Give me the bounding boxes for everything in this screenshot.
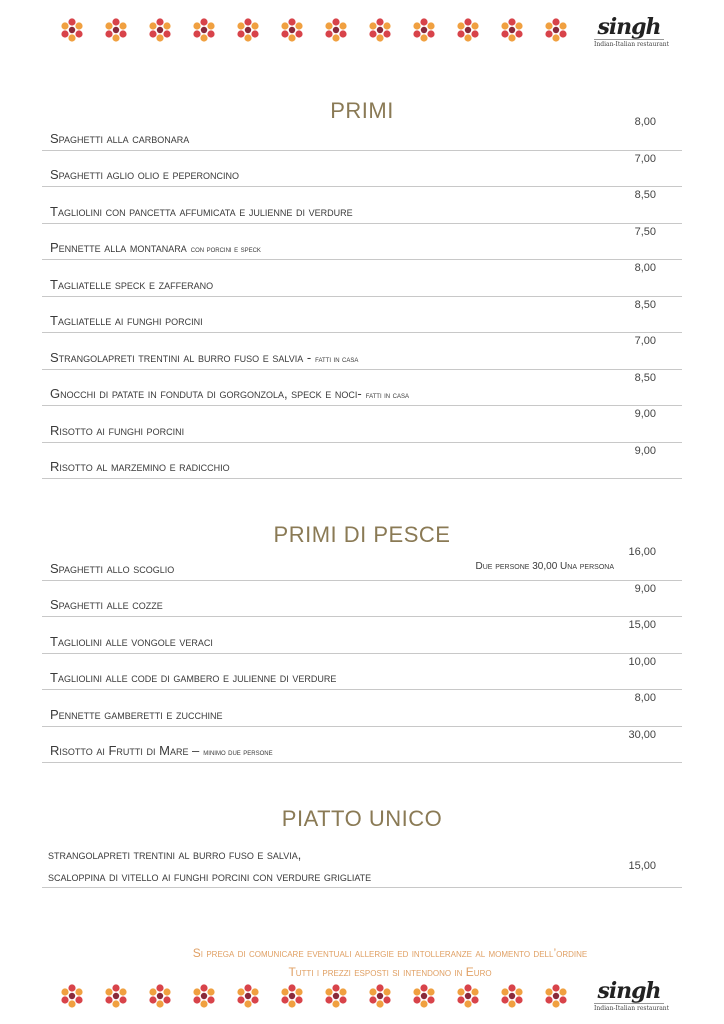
- flower-ornament-icon: [412, 18, 436, 42]
- item-price: 30,00: [628, 728, 656, 741]
- item-name: [50, 423, 184, 438]
- flower-ornament-icon: [456, 984, 480, 1008]
- flower-ornament-icon: [324, 984, 348, 1008]
- item-price: 7,00: [634, 335, 656, 347]
- item-price: 8,00: [634, 262, 656, 274]
- flower-ornament-icon: [280, 984, 304, 1008]
- menu-item: [42, 406, 682, 443]
- item-name: [50, 313, 203, 328]
- flower-ornament-icon: [236, 984, 260, 1008]
- piatto-unico-line-1: strangolapreti trentini al burro fuso e salvia,: [48, 848, 302, 862]
- bottom-ornament-row: [60, 984, 580, 1014]
- item-name-text: Pennette alla montanara: [50, 240, 187, 255]
- menu-item: [42, 187, 682, 224]
- item-name: [50, 386, 409, 401]
- item-name: [50, 240, 261, 255]
- item-price: 8,00: [634, 692, 656, 704]
- item-price: 9,00: [634, 444, 656, 457]
- brand-name: singh: [597, 14, 661, 40]
- item-name: [50, 561, 174, 576]
- item-price: 8,00: [634, 116, 656, 128]
- item-name: [50, 277, 213, 292]
- flower-ornament-icon: [148, 984, 172, 1008]
- footer-allergy-note: Si prega di comunicare eventuali allergie ed intolleranze al momento dell’ordine: [192, 946, 588, 960]
- menu-item: [42, 114, 682, 151]
- menu-item: [42, 654, 682, 691]
- footer-euro-note: Tutti i prezzi esposti si intendono in Euro: [288, 965, 492, 979]
- flower-ornament-icon: [544, 18, 568, 42]
- flower-ornament-icon: [60, 18, 84, 42]
- menu-item: [42, 260, 682, 297]
- item-name-text: Risotto ai funghi porcini: [50, 422, 185, 438]
- item-note: minimo due persone: [203, 747, 273, 757]
- menu-item: [42, 581, 682, 618]
- item-price: 8,50: [634, 189, 656, 201]
- item-price: 16,00: [628, 546, 656, 558]
- item-name-text: Spaghetti alla carbonara: [50, 130, 190, 146]
- item-name: [50, 459, 230, 474]
- piatto-unico-item: [42, 832, 682, 888]
- item-price: 9,00: [634, 582, 656, 595]
- item-price: 9,00: [634, 408, 656, 420]
- item-name-text: Tagliolini alle code di gambero e julienne di verdure: [50, 670, 337, 685]
- item-price: 7,00: [634, 152, 656, 165]
- section-title-primi: PRIMI: [330, 98, 394, 123]
- item-name: [50, 634, 213, 649]
- menu-item: [42, 370, 682, 407]
- flower-ornament-icon: [60, 984, 84, 1008]
- primi-di-pesce-list: [42, 544, 682, 763]
- item-name: [50, 670, 336, 685]
- item-price: 10,00: [628, 655, 656, 668]
- menu-item: [42, 443, 682, 480]
- flower-ornament-icon: [148, 18, 172, 42]
- item-name-text: Spaghetti allo scoglio: [50, 560, 175, 576]
- flower-ornament-icon: [104, 984, 128, 1008]
- item-name-text: Gnocchi di patate in fonduta di gorgonzola, speck e noci-: [50, 386, 362, 401]
- menu-item: [42, 617, 682, 654]
- flower-ornament-icon: [280, 18, 304, 42]
- item-note: fatti in casa: [365, 390, 409, 400]
- flower-ornament-icon: [324, 18, 348, 42]
- brand-subtitle: Indian-Italian restaurant: [594, 1005, 670, 1012]
- item-price: 8,50: [634, 298, 656, 311]
- menu-item: [42, 224, 682, 261]
- flower-ornament-icon: [412, 984, 436, 1008]
- item-note: con porcini e speck: [190, 244, 261, 254]
- item-name-text: Strangolapreti trentini al burro fuso e salvia -: [50, 349, 312, 365]
- item-name: [50, 707, 223, 722]
- item-name: [50, 131, 189, 146]
- item-price: 7,50: [634, 225, 656, 238]
- flower-ornament-icon: [544, 984, 568, 1008]
- item-name-text: Spaghetti aglio olio e peperoncino: [50, 167, 239, 182]
- menu-item: [42, 544, 682, 581]
- item-price: 15,00: [628, 619, 656, 631]
- section-title-piatto-unico: PIATTO UNICO: [281, 806, 443, 831]
- section-title-primi-di-pesce: PRIMI DI PESCE: [273, 522, 451, 547]
- item-name: [50, 350, 358, 365]
- item-name-text: Risotto ai Frutti di Mare –: [50, 743, 200, 758]
- primi-list: [42, 114, 682, 479]
- item-name-text: Spaghetti alle cozze: [50, 597, 163, 612]
- menu-item: [42, 727, 682, 764]
- item-name: [50, 204, 353, 219]
- brand-logo-bottom: [594, 978, 670, 1012]
- item-name-text: Tagliolini con pancetta affumicata e julienne di verdure: [50, 203, 353, 219]
- flower-ornament-icon: [192, 18, 216, 42]
- menu-item: [42, 297, 682, 334]
- flower-ornament-icon: [236, 18, 260, 42]
- item-name-text: Tagliolini alle vongole veraci: [50, 633, 213, 649]
- item-name-text: Tagliatelle speck e zafferano: [50, 276, 214, 292]
- brand-subtitle: Indian-Italian restaurant: [594, 41, 670, 48]
- flower-ornament-icon: [500, 984, 524, 1008]
- item-note: fatti in casa: [315, 353, 359, 364]
- flower-ornament-icon: [368, 18, 392, 42]
- top-ornament-row: [60, 18, 580, 48]
- item-name-text: Risotto al marzemino e radicchio: [50, 459, 230, 474]
- item-price: 8,50: [634, 371, 656, 384]
- flower-ornament-icon: [456, 18, 480, 42]
- item-name: [50, 597, 163, 612]
- item-name: [50, 167, 239, 182]
- flower-ornament-icon: [104, 18, 128, 42]
- item-name-text: Pennette gamberetti e zucchine: [50, 706, 223, 722]
- item-portion-note: Due persone 30,00 Una persona: [475, 560, 614, 572]
- menu-item: [42, 151, 682, 188]
- brand-name: singh: [597, 978, 661, 1004]
- piatto-unico-price: 15,00: [628, 860, 656, 872]
- brand-logo-top: [594, 14, 670, 48]
- flower-ornament-icon: [192, 984, 216, 1008]
- item-name-text: Tagliatelle ai funghi porcini: [50, 313, 203, 328]
- menu-item: [42, 690, 682, 727]
- piatto-unico-line-2: scaloppina di vitello ai funghi porcini con verdure grigliate: [48, 870, 372, 884]
- menu-item: [42, 333, 682, 370]
- flower-ornament-icon: [500, 18, 524, 42]
- flower-ornament-icon: [368, 984, 392, 1008]
- item-name: [50, 743, 273, 758]
